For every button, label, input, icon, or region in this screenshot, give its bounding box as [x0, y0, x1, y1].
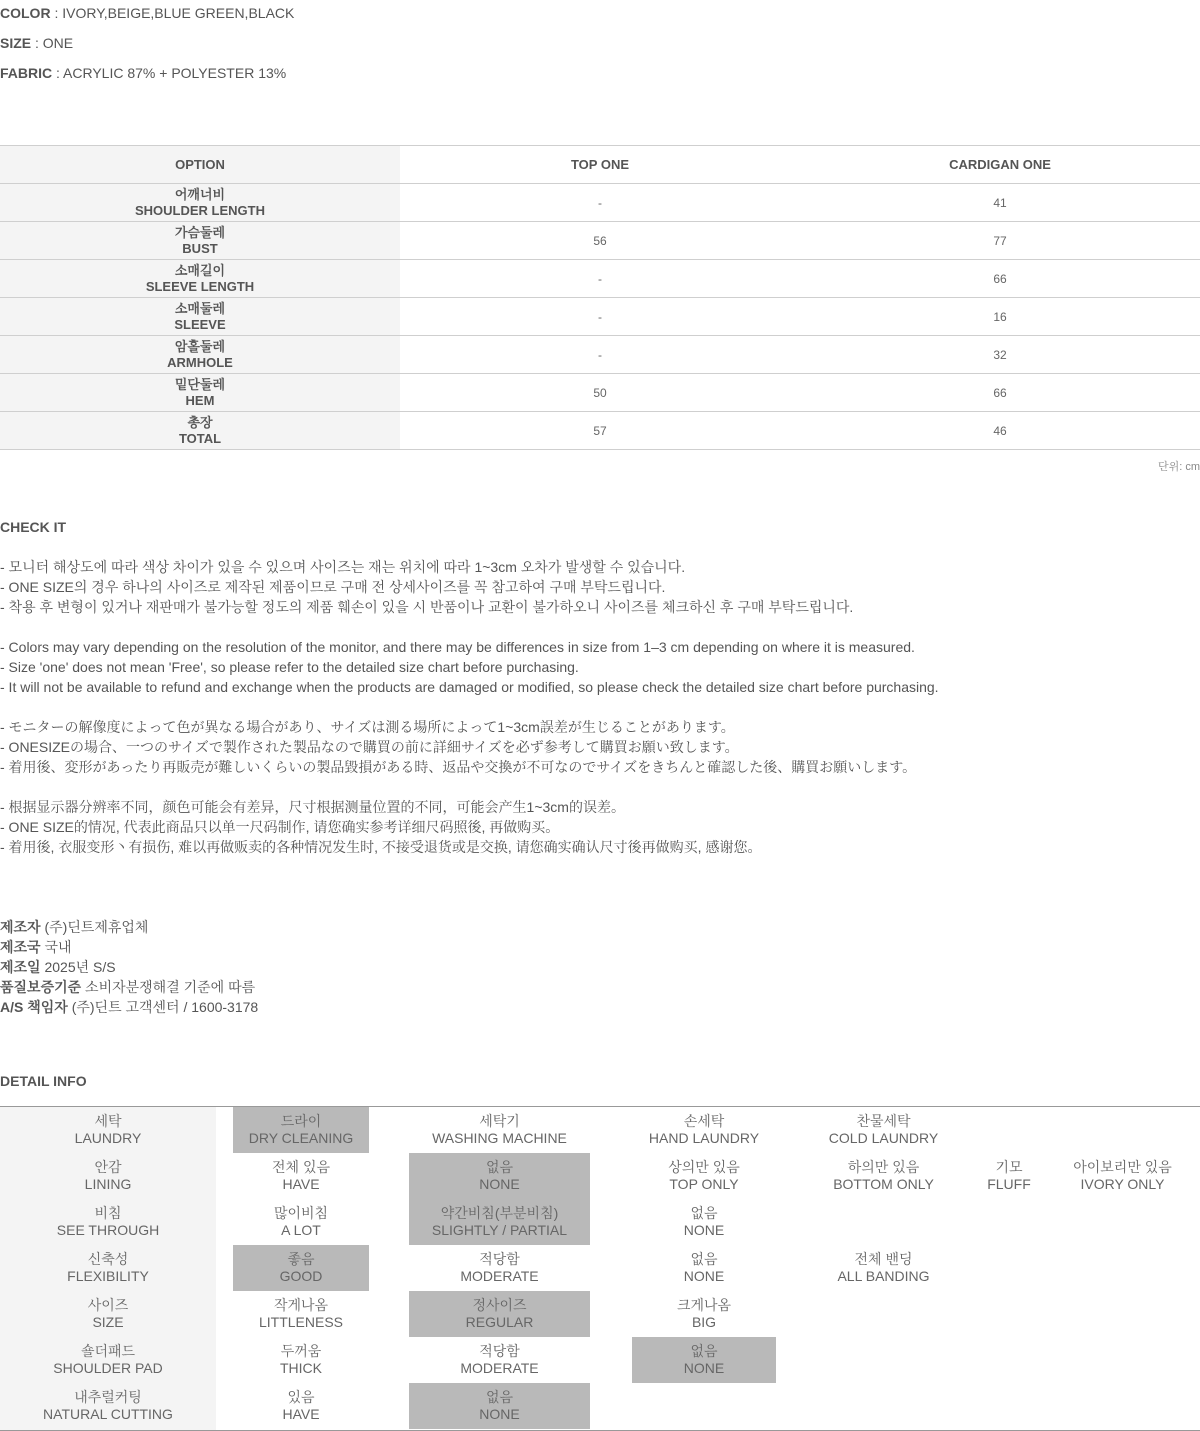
detail-option — [632, 1153, 776, 1199]
detail-option-en: REGULAR — [465, 1314, 534, 1330]
option-cell — [0, 412, 400, 450]
maker-label: 제조일 — [0, 959, 41, 975]
option-label-en: BUST — [182, 240, 218, 256]
maker-line — [0, 937, 258, 957]
note-line: - 모니터 해상도에 따라 색상 차이가 있을 수 있으며 사이즈는 재는 위치에 따라 1~3cm 오차가 발생할 수 있습니다. — [0, 559, 686, 575]
note-line: - Size 'one' does not mean 'Free', so please refer to the detailed size chart before purchasing. — [0, 659, 579, 675]
spec-size-label: SIZE — [0, 35, 32, 51]
detail-option-en: MODERATE — [460, 1360, 539, 1376]
note-line: - 착용 후 변형이 있거나 재판매가 불가능할 정도의 제품 훼손이 있을 시 반품이나 교환이 불가하오니 사이즈를 체크하신 후 구매 부탁드립니다. — [0, 599, 854, 615]
maker-line — [0, 957, 258, 977]
option-label-en: HEM — [185, 392, 215, 408]
detail-option — [233, 1153, 369, 1199]
spec-fabric — [0, 65, 286, 81]
note-gap — [0, 697, 939, 717]
detail-label-ko: 비침 — [94, 1205, 122, 1221]
detail-option-en: DRY CLEANING — [248, 1130, 354, 1146]
option-cell — [0, 374, 400, 412]
spec-size — [0, 35, 73, 51]
detail-option-ko: 없음 — [485, 1159, 514, 1175]
detail-option-en: NONE — [479, 1406, 520, 1422]
detail-option-ko: 전체 밴딩 — [854, 1251, 913, 1267]
detail-option-en: A LOT — [281, 1222, 321, 1238]
detail-option — [797, 1107, 970, 1153]
detail-option — [233, 1291, 369, 1337]
detail-option — [1050, 1153, 1195, 1199]
option-label-ko: 소매길이 — [174, 262, 226, 278]
top-one-value: - — [400, 298, 800, 336]
detail-option-en: HAVE — [282, 1176, 320, 1192]
top-one-value: - — [400, 336, 800, 374]
detail-option-en: NONE — [683, 1360, 725, 1376]
detail-option-ko: 전체 있음 — [272, 1159, 330, 1175]
size-table-header-row — [0, 146, 1200, 184]
top-one-value: - — [400, 260, 800, 298]
detail-option-ko: 아이보리만 있음 — [1073, 1159, 1172, 1175]
detail-option — [233, 1337, 369, 1383]
detail-option-ko: 없음 — [690, 1343, 718, 1359]
detail-option-ko: 없음 — [485, 1389, 514, 1405]
maker-value: 소비자분쟁해결 기준에 따름 — [81, 979, 256, 995]
detail-label-en: LINING — [84, 1176, 132, 1192]
detail-option-en: HAND LAUNDRY — [648, 1130, 760, 1146]
spec-fabric-value: : ACRYLIC 87% + POLYESTER 13% — [52, 65, 287, 81]
option-label-en: SLEEVE LENGTH — [145, 278, 255, 294]
size-table-row — [0, 184, 1200, 222]
header-top-one: TOP ONE — [400, 146, 800, 184]
detail-option-selected — [233, 1107, 369, 1153]
detail-option-ko: 약간비침(부분비침) — [440, 1205, 559, 1221]
note-line: - It will not be available to refund and exchange when the products are damaged or modified, so please check the detailed size chart before purchasing. — [0, 679, 939, 695]
detail-option-en: IVORY ONLY — [1080, 1176, 1165, 1192]
maker-line — [0, 997, 258, 1017]
note-gap — [0, 617, 939, 637]
detail-info-title: DETAIL INFO — [0, 1073, 87, 1089]
size-table-row — [0, 412, 1200, 450]
detail-option-ko: 두꺼움 — [280, 1343, 322, 1359]
detail-option-ko: 있음 — [287, 1389, 315, 1405]
detail-label-ko: 사이즈 — [87, 1297, 129, 1313]
detail-row-label — [0, 1199, 216, 1245]
detail-option-en: NONE — [683, 1268, 725, 1284]
option-label-en: SHOULDER LENGTH — [135, 202, 265, 218]
detail-option-en: NONE — [479, 1176, 520, 1192]
detail-option — [409, 1337, 590, 1383]
size-table-row — [0, 260, 1200, 298]
detail-label-en: SHOULDER PAD — [53, 1360, 163, 1376]
detail-option-ko: 좋음 — [287, 1251, 315, 1267]
check-it-title: CHECK IT — [0, 519, 67, 535]
detail-option-ko: 적당함 — [479, 1343, 520, 1359]
cardigan-one-value: 66 — [800, 374, 1200, 412]
note-line: - 根据显示器分辨率不同，颜色可能会有差异，尺寸根据测量位置的不同，可能会产生1~3cm的误差。 — [0, 799, 625, 815]
maker-value: (주)딘트제휴업체 — [40, 919, 149, 935]
detail-row-label — [0, 1245, 216, 1291]
detail-option-en: NONE — [683, 1222, 725, 1238]
detail-option-selected — [409, 1383, 590, 1429]
option-label-en: ARMHOLE — [167, 354, 233, 370]
detail-row-label — [0, 1383, 216, 1429]
detail-option — [632, 1107, 776, 1153]
detail-option — [967, 1153, 1051, 1199]
maker-line — [0, 977, 258, 997]
detail-option-selected — [233, 1245, 369, 1291]
detail-label-ko: 세탁 — [94, 1113, 122, 1129]
maker-value: 2025년 S/S — [40, 959, 116, 975]
detail-option-ko: 드라이 — [280, 1113, 322, 1129]
size-table-row — [0, 374, 1200, 412]
detail-row-label — [0, 1107, 216, 1153]
top-one-value: 57 — [400, 412, 800, 450]
detail-label-en: FLEXIBILITY — [67, 1268, 149, 1284]
cardigan-one-value: 77 — [800, 222, 1200, 260]
detail-option-selected — [632, 1337, 776, 1383]
header-option: OPTION — [0, 146, 400, 184]
maker-value: (주)딘트 고객센터 / 1600-3178 — [67, 999, 259, 1015]
detail-option-ko: 찬물세탁 — [856, 1113, 911, 1129]
option-label-ko: 밑단둘레 — [174, 376, 226, 392]
detail-option-en: BOTTOM ONLY — [833, 1176, 934, 1192]
spec-color — [0, 5, 294, 21]
detail-option-ko: 없음 — [690, 1205, 718, 1221]
header-cardigan-one: CARDIGAN ONE — [800, 146, 1200, 184]
option-label-en: TOTAL — [178, 430, 222, 446]
size-table-row — [0, 298, 1200, 336]
spec-color-label: COLOR — [0, 5, 51, 21]
detail-label-ko: 안감 — [94, 1159, 122, 1175]
detail-option-en: SLIGHTLY / PARTIAL — [431, 1222, 568, 1238]
note-line: - ONE SIZE의 경우 하나의 사이즈로 제작된 제품이므로 구매 전 상세사이즈를 꼭 참고하여 구매 부탁드립니다. — [0, 579, 666, 595]
detail-option-ko: 정사이즈 — [472, 1297, 527, 1313]
maker-line — [0, 917, 258, 937]
option-label-ko: 가슴둘레 — [174, 224, 226, 240]
size-table — [0, 145, 1200, 450]
detail-row-label — [0, 1153, 216, 1199]
detail-option — [632, 1291, 776, 1337]
top-one-value: 56 — [400, 222, 800, 260]
detail-option-en: WASHING MACHINE — [432, 1130, 567, 1146]
maker-label: 제조국 — [0, 939, 41, 955]
top-one-value: - — [400, 184, 800, 222]
cardigan-one-value: 41 — [800, 184, 1200, 222]
option-label-ko: 암홀둘레 — [174, 338, 226, 354]
detail-option-ko: 크게나옴 — [676, 1297, 732, 1313]
detail-option-en: TOP ONLY — [669, 1176, 739, 1192]
detail-option-ko: 작게나옴 — [273, 1297, 329, 1313]
detail-row-label — [0, 1291, 216, 1337]
detail-option-en: GOOD — [279, 1268, 323, 1284]
note-line: - ONESIZEの場合、一つのサイズで製作された製品なので購買の前に詳細サイズを必ず参考して購買お願い致します。 — [0, 739, 739, 755]
detail-option-en: THICK — [280, 1360, 322, 1376]
option-cell — [0, 336, 400, 374]
detail-info-table — [0, 1106, 1200, 1431]
detail-label-en: NATURAL CUTTING — [43, 1406, 173, 1422]
detail-option-en: COLD LAUNDRY — [828, 1130, 939, 1146]
detail-row-label — [0, 1337, 216, 1383]
detail-option-ko: 상의만 있음 — [668, 1159, 740, 1175]
option-label-ko: 소매둘레 — [174, 300, 226, 316]
size-table-row — [0, 222, 1200, 260]
maker-label: 제조자 — [0, 919, 41, 935]
cardigan-one-value: 66 — [800, 260, 1200, 298]
spec-color-value: : IVORY,BEIGE,BLUE GREEN,BLACK — [50, 5, 295, 21]
detail-option-ko: 기모 — [995, 1159, 1023, 1175]
detail-option — [797, 1245, 970, 1291]
detail-option-ko: 세탁기 — [479, 1113, 520, 1129]
option-label-ko: 총장 — [187, 414, 213, 430]
cardigan-one-value: 32 — [800, 336, 1200, 374]
detail-option — [233, 1383, 369, 1429]
detail-label-en: LAUNDRY — [74, 1130, 142, 1146]
option-label-ko: 어깨너비 — [174, 186, 226, 202]
detail-option-ko: 손세탁 — [683, 1113, 725, 1129]
detail-option-selected — [409, 1153, 590, 1199]
detail-label-en: SEE THROUGH — [56, 1222, 160, 1238]
note-line: - 着用後、変形があったり再販売が難しいくらいの製品毀損がある時、返品や交換が不可なのでサイズをきちんと確認した後、購買お願いします。 — [0, 759, 917, 775]
detail-option-en: FLUFF — [987, 1176, 1031, 1192]
spec-size-value: : ONE — [31, 35, 74, 51]
maker-info — [0, 917, 258, 1017]
detail-option-en: BIG — [691, 1314, 717, 1330]
detail-label-ko: 내추럴커팅 — [74, 1389, 142, 1405]
check-it-notes — [0, 557, 939, 857]
size-table-row — [0, 336, 1200, 374]
detail-option-ko: 적당함 — [479, 1251, 520, 1267]
detail-option — [409, 1107, 590, 1153]
detail-label-ko: 신축성 — [87, 1251, 129, 1267]
spec-fabric-label: FABRIC — [0, 65, 53, 81]
option-cell — [0, 222, 400, 260]
detail-option-ko: 하의만 있음 — [847, 1159, 920, 1175]
option-label-en: SLEEVE — [174, 316, 226, 332]
note-line: - Colors may vary depending on the resolution of the monitor, and there may be differences in size from 1–3 cm depending on where it is measured. — [0, 639, 915, 655]
option-cell — [0, 260, 400, 298]
note-line: - モニターの解像度によって色が異なる場合があり、サイズは測る場所によって1~3cm誤差が生じることがあります。 — [0, 719, 735, 735]
cardigan-one-value: 16 — [800, 298, 1200, 336]
unit-note: 단위: cm — [1157, 461, 1200, 473]
option-cell — [0, 298, 400, 336]
detail-label-ko: 숄더패드 — [80, 1343, 136, 1359]
maker-value: 국내 — [40, 939, 72, 955]
detail-option — [233, 1199, 369, 1245]
note-gap — [0, 777, 939, 797]
detail-option — [797, 1153, 970, 1199]
maker-label: A/S 책임자 — [0, 999, 68, 1015]
detail-option-en: HAVE — [282, 1406, 320, 1422]
detail-option-ko: 많이비침 — [273, 1205, 329, 1221]
detail-option — [632, 1199, 776, 1245]
detail-option-en: LITTLENESS — [258, 1314, 344, 1330]
detail-option-selected — [409, 1291, 590, 1337]
detail-option-selected — [409, 1199, 590, 1245]
option-cell — [0, 184, 400, 222]
maker-label: 품질보증기준 — [0, 979, 82, 995]
detail-option — [409, 1245, 590, 1291]
cardigan-one-value: 46 — [800, 412, 1200, 450]
detail-option-ko: 없음 — [690, 1251, 718, 1267]
detail-label-en: SIZE — [92, 1314, 124, 1330]
detail-option-en: ALL BANDING — [837, 1268, 930, 1284]
detail-option-en: MODERATE — [460, 1268, 539, 1284]
note-line: - ONE SIZE的情况, 代表此商品只以单一尺码制作, 请您确实参考详细尺码照後, 再做购买。 — [0, 819, 560, 835]
detail-option — [632, 1245, 776, 1291]
top-one-value: 50 — [400, 374, 800, 412]
note-line: - 着用後, 衣服变形丶有损伤, 难以再做贩卖的各种情况发生时, 不接受退货或是交换, 请您确实确认尺寸後再做购买, 感谢您。 — [0, 839, 762, 855]
